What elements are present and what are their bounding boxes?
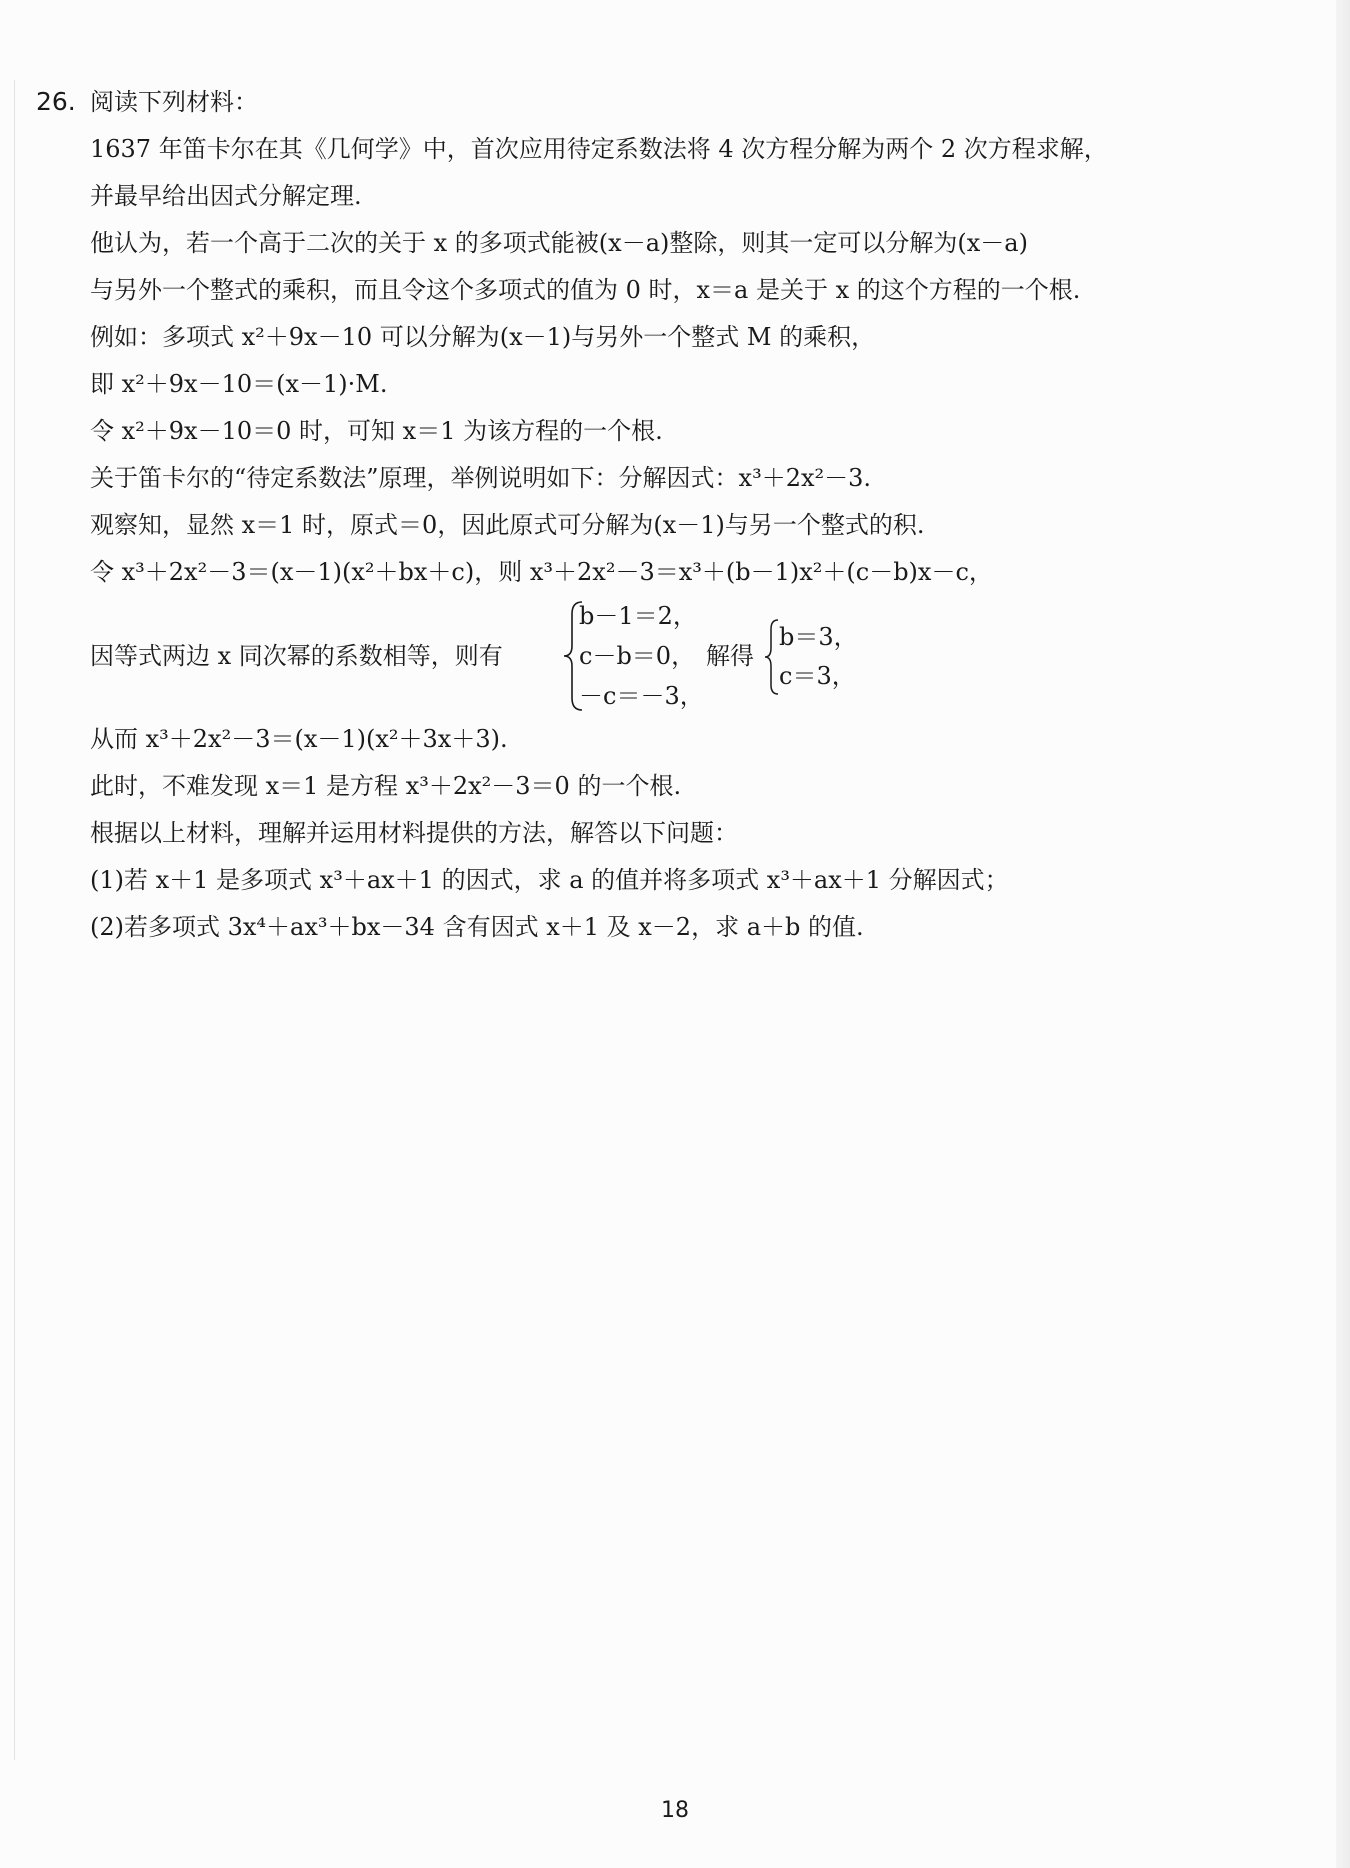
text-line: 例如：多项式 x²＋9x－10 可以分解为(x－1)与另外一个整式 M 的乘积，: [90, 323, 876, 351]
material-text: [36, 126, 1216, 596]
solution-equation: b＝3，: [779, 623, 858, 651]
question-number: 26.: [36, 87, 76, 116]
solution-equation: c＝3，: [779, 662, 856, 690]
text-line: 观察知，显然 x＝1 时，原式＝0，因此原式可分解为(x－1)与另一个整式的积.: [90, 511, 925, 539]
question-header: [36, 78, 1216, 126]
text-line: 令 x²＋9x－10＝0 时，可知 x＝1 为该方程的一个根.: [90, 417, 663, 445]
text-line: 与另外一个整式的乘积，而且令这个多项式的值为 0 时，x＝a 是关于 x 的这个方程的一个根.: [90, 276, 1081, 304]
sub-question-1: (1)若 x＋1 是多项式 x³＋ax＋1 的因式，求 a 的值并将多项式 x³＋ax＋1 分解因式；: [90, 866, 1009, 894]
text-line: 关于笛卡尔的“待定系数法”原理，举例说明如下：分解因式：x³＋2x²－3.: [90, 464, 872, 492]
system-equation: －c＝－3，: [579, 682, 704, 710]
text-line: 1637 年笛卡尔在其《几何学》中，首次应用待定系数法将 4 次方程分解为两个 2 次方程求解，: [90, 135, 1108, 163]
solve-text: 解得: [706, 642, 754, 670]
system-equations: [579, 596, 704, 716]
system-equation: b－1＝2，: [579, 602, 697, 630]
equation-system: [36, 596, 1216, 716]
text-line: 他认为，若一个高于二次的关于 x 的多项式能被(x－a)整除，则其一定可以分解为(x－a): [90, 229, 1028, 257]
text-line: 根据以上材料，理解并运用材料提供的方法，解答以下问题：: [90, 819, 738, 847]
text-line: 从而 x³＋2x²－3＝(x－1)(x²＋3x＋3).: [90, 725, 508, 753]
page-number: 18: [661, 1798, 689, 1823]
text-line: 即 x²＋9x－10＝(x－1)·M.: [90, 370, 388, 398]
system-lead-text: 因等式两边 x 同次幂的系数相等，则有: [90, 642, 503, 670]
page-edge-shadow: [1336, 0, 1350, 1868]
sub-question-2: (2)若多项式 3x⁴＋ax³＋bx－34 含有因式 x＋1 及 x－2，求 a＋b 的值.: [90, 913, 864, 941]
text-line: 并最早给出因式分解定理.: [90, 182, 362, 210]
text-line: 令 x³＋2x²－3＝(x－1)(x²＋bx＋c)，则 x³＋2x²－3＝x³＋(b－1)x²＋(c－b)x－c，: [90, 558, 993, 586]
solution-equations: [779, 618, 858, 696]
material-text-continued: [36, 716, 1216, 951]
system-equation: c－b＝0，: [579, 642, 696, 670]
question-title: 阅读下列材料：: [90, 88, 258, 116]
text-line: 此时，不难发现 x＝1 是方程 x³＋2x²－3＝0 的一个根.: [90, 772, 682, 800]
question-26: [36, 78, 1216, 951]
left-margin-line: [14, 80, 15, 1760]
